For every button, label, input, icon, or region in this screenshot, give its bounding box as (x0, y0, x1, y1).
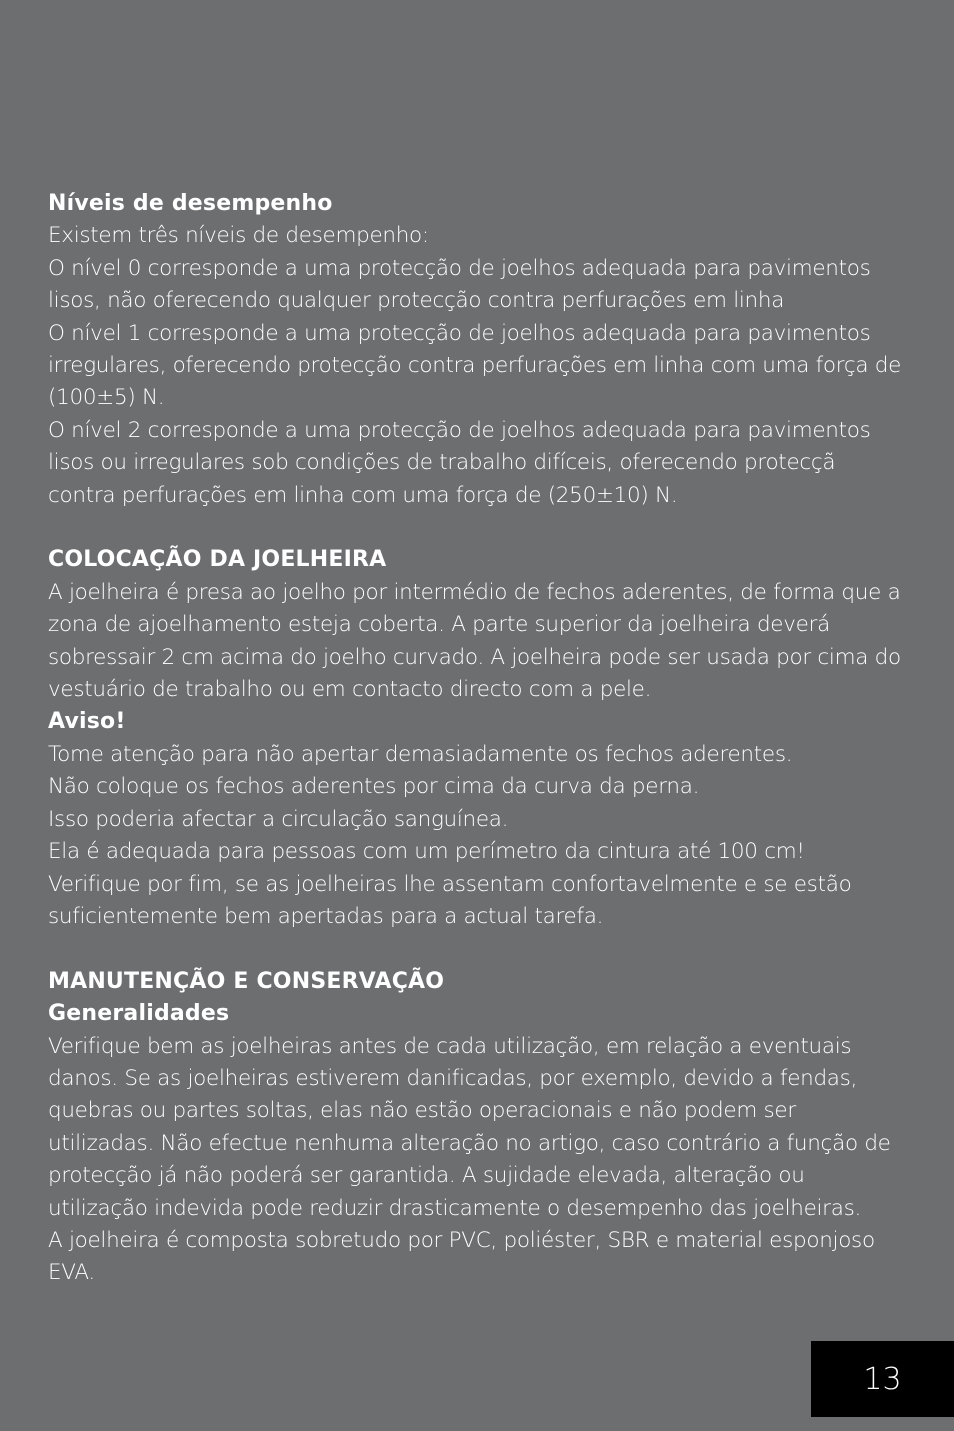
performance-level-2: O nível 2 corresponde a uma protecção de joelhos adequada para pavimentos lisos ou irregulares sob condições de trabalho difíceis, oferecendo protecçã contra perfurações em linha com uma força de (250±10) N. (48, 417, 871, 508)
warning-line: Verifique por fim, se as joelheiras lhe assentam confortavelmente e se estão suficientemente bem apertadas para a actual tarefa. (48, 871, 852, 929)
performance-intro: Existem três níveis de desempenho: (48, 223, 429, 249)
warning-line: Ela é adequada para pessoas com um perímetro da cintura até 100 cm! (48, 839, 805, 865)
warning-line: Tome atenção para não apertar demasiadamente os fechos aderentes. (48, 741, 793, 767)
warning-line: Isso poderia afectar a circulação sanguínea. (48, 806, 509, 832)
warning-line: Não coloque os fechos aderentes por cima da curva da perna. (48, 774, 700, 800)
fitting-body: A joelheira é presa ao joelho por intermédio de fechos aderentes, de forma que a zona de ajoelhamento esteja coberta. A parte superior da joelheira deverá sobressair 2 cm acima do joelho curvado. A joelheira pode ser usada por cima do vestuário de trabalho ou em contacto directo com a pele. (48, 579, 901, 703)
section-gap (48, 933, 908, 965)
section-gap (48, 512, 908, 544)
maintenance-body: Verifique bem as joelheiras antes de cada utilização, em relação a eventuais danos. Se as joelheiras estiverem danificadas, por exemplo, devido a fendas, quebras ou partes soltas, elas não estão operacionais e não podem ser utilizadas. Não efectue nenhuma alteração no artigo, caso contrário a função de protecção já não poderá ser garantida. A sujidade elevada, alteração ou utilização indevida pode reduzir drasticamente o desempenho das joelheiras. (48, 1033, 891, 1221)
composition-text: A joelheira é composta sobretudo por PVC, poliéster, SBR e material esponjoso EVA. (48, 1227, 875, 1286)
performance-level-1: O nível 1 corresponde a uma protecção de joelhos adequada para pavimentos irregulares, oferecendo protecção contra perfurações em linha com uma força de (100±5) N. (48, 320, 902, 411)
section-title-performance-levels: Níveis de desempenho (48, 191, 333, 216)
section-subtitle-general: Generalidades (48, 1001, 230, 1027)
page-number: 13 (863, 1361, 902, 1397)
page-number-box (811, 1341, 954, 1417)
warning-title: Aviso! (48, 709, 126, 735)
document-body (48, 188, 908, 1290)
section-title-fitting: COLOCAÇÃO DA JOELHEIRA (48, 547, 387, 573)
performance-level-0: O nível 0 corresponde a uma protecção de joelhos adequada para pavimentos lisos, não oferecendo qualquer protecção contra perfurações em linha (48, 255, 871, 314)
section-title-maintenance: MANUTENÇÃO E CONSERVAÇÃO (48, 968, 445, 994)
